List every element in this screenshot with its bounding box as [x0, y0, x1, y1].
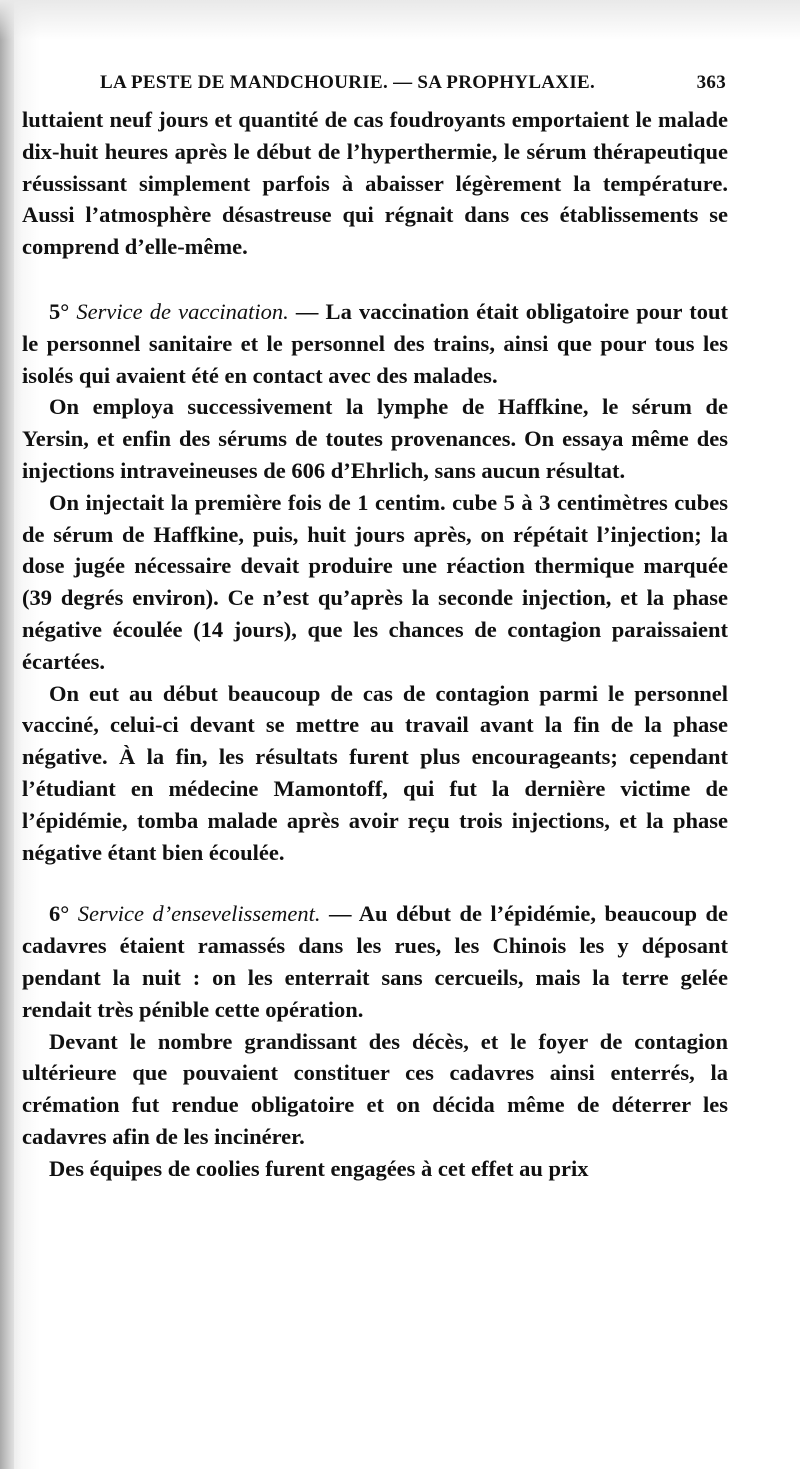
section-5-title: Service de vaccination. [76, 298, 289, 324]
paragraph-coolies: Des équipes de coolies furent engagées à cet effet au prix [49, 1155, 589, 1181]
paragraph-vaccines: On employa successivement la lymphe de Haffkine, le sérum de Yersin, et enfin des sérums de toutes provenances. On essaya même des injections intraveineuses de 606 d’Ehrlich, sans aucun résultat. [22, 394, 728, 483]
section-6-title: Service d’ensevelissement. [77, 901, 321, 927]
paragraph-contagion: On eut au début beaucoup de cas de contagion parmi le personnel vacciné, celui-ci devant se mettre au travail avant la fin de la phase négative. À la fin, les résultats furent plus encourageants; cependant l’étudiant en médecine Mamontoff, qui fut la dernière victime de l’épidémie, tomba malade après avoir reçu trois injections, et la phase négative étant bien écoulée. [22, 680, 728, 865]
paragraph-injections: On injectait la première fois de 1 centim. cube 5 à 3 centimètres cubes de sérum de Haffkine, puis, huit jours après, on répétait l’injection; la dose jugée nécessaire devait produire une réaction thermique marquée (39 degrés environ). Ce n’est qu’après la seconde injection, et la phase négative écoulée (14 jours), que les chances de contagion paraissaient écartées. [22, 489, 728, 674]
running-title: LA PESTE DE MANDCHOURIE. — SA PROPHYLAXIE. [100, 72, 596, 93]
page-top-shadow [0, 0, 800, 40]
section-spacer [22, 868, 728, 898]
page-body [22, 104, 728, 1185]
page-number: 363 [696, 72, 726, 93]
running-header [100, 72, 726, 102]
page-binding-shadow [0, 0, 14, 1469]
paragraph-cremation: Devant le nombre grandissant des décès, et le foyer de contagion ultérieure que pouvaient constituer ces cadavres ainsi enterrés, la crémation fut rendue obligatoire et on décida même de déterrer les cadavres afin de les incinérer. [22, 1028, 728, 1149]
section-5-text: — La vaccination était obligatoire pour tout le personnel sanitaire et le personnel des trains, ainsi que pour tous les isolés qui avaient été en contact avec des malades. [22, 298, 728, 388]
section-spacer [22, 263, 728, 296]
section-6-number: 6° [49, 901, 70, 927]
paragraph-continuation: luttaient neuf jours et quantité de cas foudroyants emportaient le malade dix-huit heures après le début de l’hyperthermie, le sérum thérapeutique réussissant simplement parfois à abaisser légèrement la température. Aussi l’atmosphère désastreuse qui régnait dans ces établissements se comprend d’elle-même. [22, 107, 728, 260]
section-5-number: 5° [49, 298, 70, 324]
section-5-paragraph [22, 296, 728, 391]
section-6-paragraph [22, 898, 728, 1025]
section-6-text: — Au début de l’épidémie, beaucoup de cadavres étaient ramassés dans les rues, les Chinois les y déposant pendant la nuit : on les enterrait sans cercueils, mais la terre gelée rendait très pénible cette opération. [22, 901, 729, 1022]
